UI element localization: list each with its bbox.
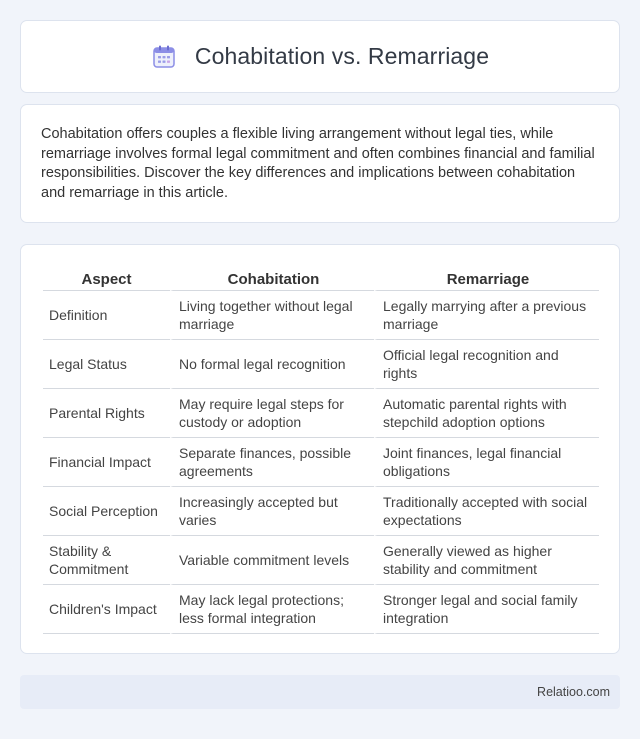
comparison-card — [20, 244, 620, 654]
page-title: Cohabitation vs. Remarriage — [194, 43, 490, 69]
intro-card — [20, 104, 620, 223]
table-header-row — [43, 265, 599, 291]
footer — [20, 675, 620, 709]
cohabitation-cell: No formal legal recognition — [170, 340, 374, 389]
cohabitation-cell: Separate finances, possible agreements — [170, 438, 374, 487]
aspect-cell: Children's Impact — [43, 585, 170, 634]
header-cohabitation: Cohabitation — [170, 265, 374, 291]
table-row — [43, 487, 599, 536]
table-row — [43, 340, 599, 389]
comparison-table — [43, 265, 599, 634]
remarriage-cell: Legally marrying after a previous marriage — [374, 291, 599, 340]
remarriage-cell: Generally viewed as higher stability and commitment — [374, 536, 599, 585]
header-remarriage: Remarriage — [374, 265, 599, 291]
aspect-cell: Legal Status — [43, 340, 170, 389]
table-row — [43, 438, 599, 487]
intro-paragraph: Cohabitation offers couples a flexible living arrangement without legal ties, while remarriage involves formal legal commitment and often combines financial and familial responsibilities. Discover the key differences and implications between cohabitation and remarriage in this article. — [41, 126, 595, 201]
cohabitation-cell: Increasingly accepted but varies — [170, 487, 374, 536]
remarriage-cell: Official legal recognition and rights — [374, 340, 599, 389]
footer-brand: Relatioo.com — [537, 685, 610, 699]
aspect-cell: Parental Rights — [43, 389, 170, 438]
remarriage-cell: Traditionally accepted with social expectations — [374, 487, 599, 536]
title-wrap — [151, 43, 489, 70]
calendar-icon — [151, 44, 177, 70]
table-row — [43, 291, 599, 340]
remarriage-cell: Automatic parental rights with stepchild adoption options — [374, 389, 599, 438]
cohabitation-cell: May require legal steps for custody or adoption — [170, 389, 374, 438]
remarriage-cell: Joint finances, legal financial obligations — [374, 438, 599, 487]
remarriage-cell: Stronger legal and social family integration — [374, 585, 599, 634]
cohabitation-cell: Variable commitment levels — [170, 536, 374, 585]
cohabitation-cell: May lack legal protections; less formal integration — [170, 585, 374, 634]
aspect-cell: Stability & Commitment — [43, 536, 170, 585]
aspect-cell: Definition — [43, 291, 170, 340]
table-row — [43, 585, 599, 634]
aspect-cell: Financial Impact — [43, 438, 170, 487]
cohabitation-cell: Living together without legal marriage — [170, 291, 374, 340]
title-card — [20, 20, 620, 93]
table-row — [43, 536, 599, 585]
aspect-cell: Social Perception — [43, 487, 170, 536]
table-row — [43, 389, 599, 438]
header-aspect: Aspect — [43, 265, 170, 291]
